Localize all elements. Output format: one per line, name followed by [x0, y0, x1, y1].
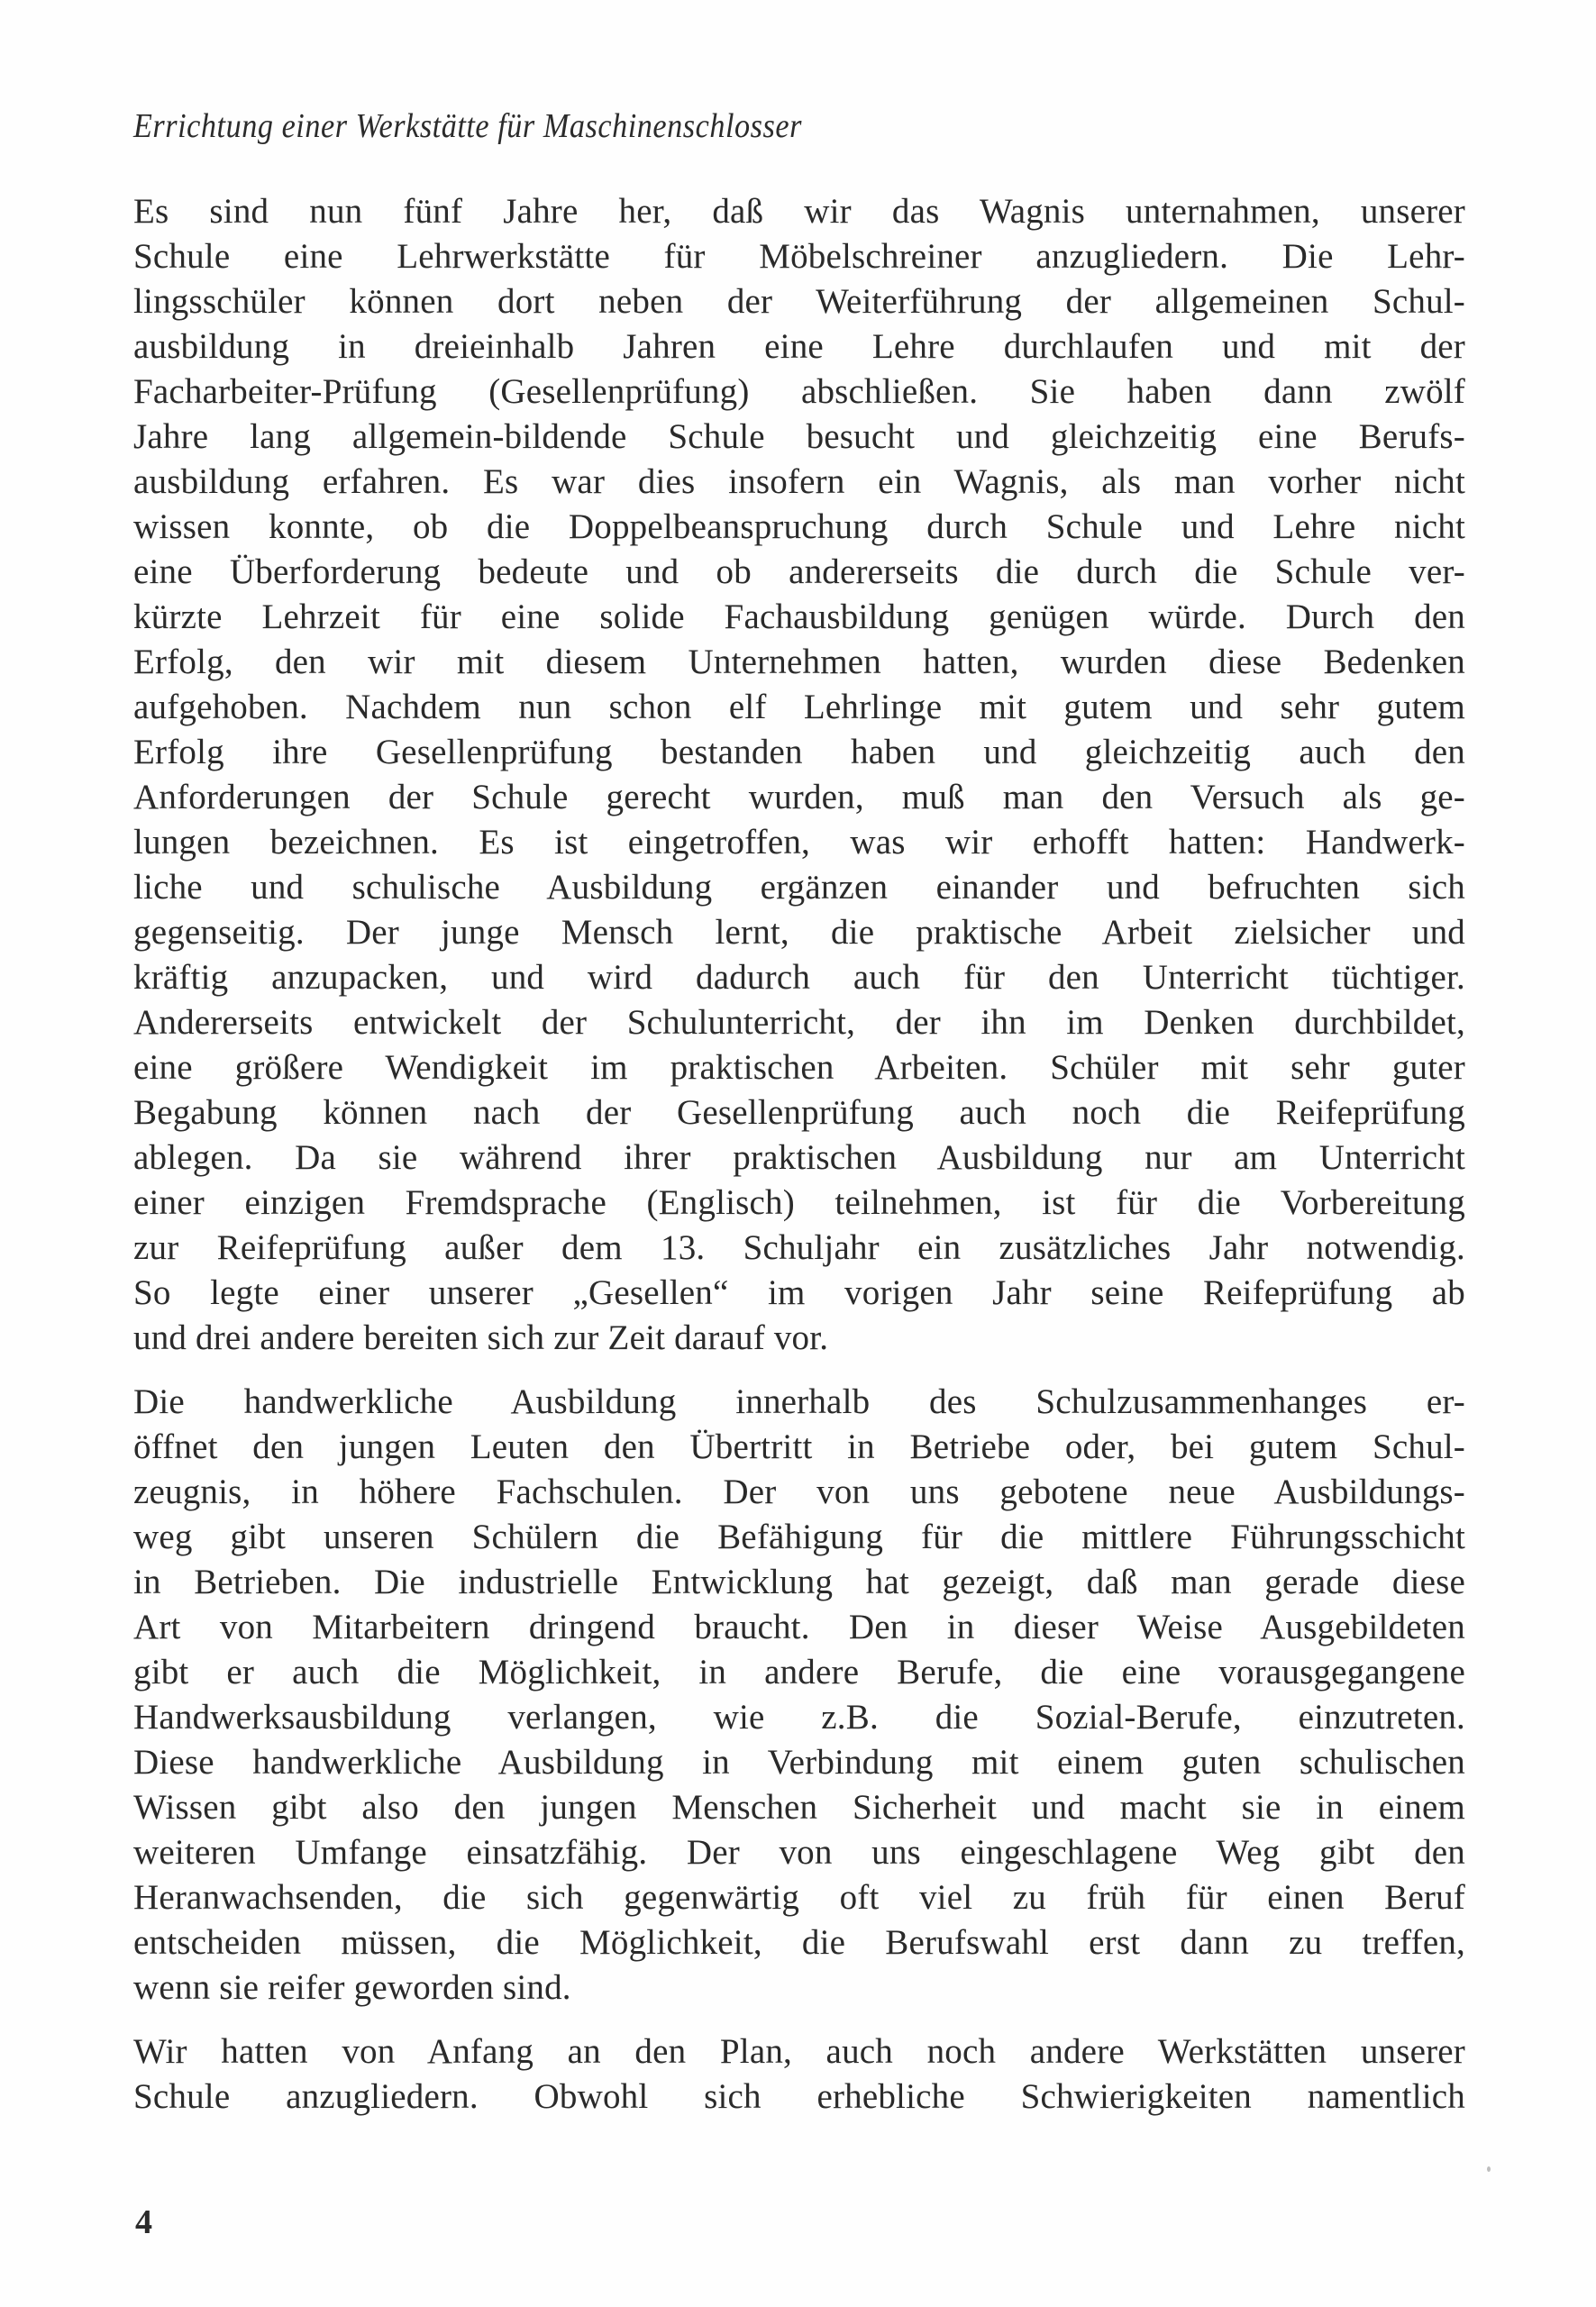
text-line: entscheiden müssen, die Möglichkeit, die Berufswahl erst dann zu treffen, [133, 1923, 1465, 1962]
text-line: eine Überforderung bedeute und ob andererseits die durch die Schule ver- [133, 552, 1465, 591]
paragraph-3 [133, 2029, 1465, 2120]
body-text [133, 189, 1465, 2120]
text-line: Diese handwerkliche Ausbildung in Verbindung mit einem guten schulischen [133, 1743, 1465, 1782]
text-line: Anforderungen der Schule gerecht wurden, muß man den Versuch als ge- [133, 778, 1465, 816]
text-line: Art von Mitarbeitern dringend braucht. Den in dieser Weise Ausgebildeten [133, 1608, 1465, 1646]
text-line: Jahre lang allgemein-bildende Schule besucht und gleichzeitig eine Berufs- [133, 417, 1465, 456]
text-line: gegenseitig. Der junge Mensch lernt, die praktische Arbeit zielsicher und [133, 913, 1465, 952]
text-line: eine größere Wendigkeit im praktischen Arbeiten. Schüler mit sehr guter [133, 1048, 1465, 1087]
text-line: in Betrieben. Die industrielle Entwicklung hat gezeigt, daß man gerade diese [133, 1563, 1465, 1601]
text-line: kürzte Lehrzeit für eine solide Fachausbildung genügen würde. Durch den [133, 597, 1465, 636]
text-line: Heranwachsenden, die sich gegenwärtig oft viel zu früh für einen Beruf [133, 1878, 1465, 1917]
page-heading: Errichtung einer Werkstätte für Maschinenschlosser [133, 107, 802, 145]
text-line: ausbildung in dreieinhalb Jahren eine Lehre durchlaufen und mit der [133, 327, 1465, 366]
text-line: ausbildung erfahren. Es war dies insofern ein Wagnis, als man vorher nicht [133, 462, 1465, 501]
text-line: Wissen gibt also den jungen Menschen Sicherheit und macht sie in einem [133, 1788, 1465, 1827]
page-number: 4 [135, 2203, 152, 2241]
text-line: und drei andere bereiten sich zur Zeit darauf vor. [133, 1318, 829, 1357]
text-line: Begabung können nach der Gesellenprüfung auch noch die Reifeprüfung [133, 1093, 1465, 1132]
text-line: liche und schulische Ausbildung ergänzen einander und befruchten sich [133, 868, 1465, 907]
text-line: lungen bezeichnen. Es ist eingetroffen, was wir erhofft hatten: Handwerk- [133, 823, 1465, 862]
text-line: aufgehoben. Nachdem nun schon elf Lehrlinge mit gutem und sehr gutem [133, 688, 1465, 726]
scan-speck [1487, 2166, 1491, 2172]
text-line: Handwerksausbildung verlangen, wie z.B. die Sozial-Berufe, einzutreten. [133, 1698, 1465, 1737]
text-line: weiteren Umfange einsatzfähig. Der von uns eingeschlagene Weg gibt den [133, 1833, 1465, 1872]
text-line: wenn sie reifer geworden sind. [133, 1968, 571, 2007]
text-line: ablegen. Da sie während ihrer praktischen Ausbildung nur am Unterricht [133, 1138, 1465, 1177]
text-line: einer einzigen Fremdsprache (Englisch) teilnehmen, ist für die Vorbereitung [133, 1183, 1465, 1222]
text-line: Facharbeiter-Prüfung (Gesellenprüfung) abschließen. Sie haben dann zwölf [133, 372, 1465, 411]
text-line: Die handwerkliche Ausbildung innerhalb des Schulzusammenhanges er- [133, 1382, 1465, 1421]
text-line: Es sind nun fünf Jahre her, daß wir das Wagnis unternahmen, unserer [133, 192, 1465, 231]
text-line: Erfolg, den wir mit diesem Unternehmen hatten, wurden diese Bedenken [133, 643, 1465, 681]
text-line: weg gibt unseren Schülern die Befähigung für die mittlere Führungsschicht [133, 1518, 1465, 1556]
text-line: gibt er auch die Möglichkeit, in andere Berufe, die eine vorausgegangene [133, 1653, 1465, 1691]
paragraph-1 [133, 189, 1465, 1361]
text-line: Erfolg ihre Gesellenprüfung bestanden haben und gleichzeitig auch den [133, 733, 1465, 771]
text-line: zeugnis, in höhere Fachschulen. Der von uns gebotene neue Ausbildungs- [133, 1473, 1465, 1511]
text-line: zur Reifeprüfung außer dem 13. Schuljahr ein zusätzliches Jahr notwendig. [133, 1228, 1465, 1267]
text-line: öffnet den jungen Leuten den Übertritt in Betriebe oder, bei gutem Schul- [133, 1427, 1465, 1466]
text-line: lingsschüler können dort neben der Weiterführung der allgemeinen Schul- [133, 282, 1465, 321]
text-line: Schule anzugliedern. Obwohl sich erhebliche Schwierigkeiten namentlich [133, 2077, 1465, 2116]
text-line: wissen konnte, ob die Doppelbeanspruchung durch Schule und Lehre nicht [133, 507, 1465, 546]
text-line: Schule eine Lehrwerkstätte für Möbelschreiner anzugliedern. Die Lehr- [133, 237, 1465, 276]
text-line: So legte einer unserer „Gesellen“ im vorigen Jahr seine Reifeprüfung ab [133, 1273, 1465, 1312]
paragraph-2 [133, 1380, 1465, 2011]
text-line: Wir hatten von Anfang an den Plan, auch noch andere Werkstätten unserer [133, 2032, 1465, 2071]
text-line: Andererseits entwickelt der Schulunterricht, der ihn im Denken durchbildet, [133, 1003, 1465, 1042]
text-line: kräftig anzupacken, und wird dadurch auch für den Unterricht tüchtiger. [133, 958, 1465, 997]
